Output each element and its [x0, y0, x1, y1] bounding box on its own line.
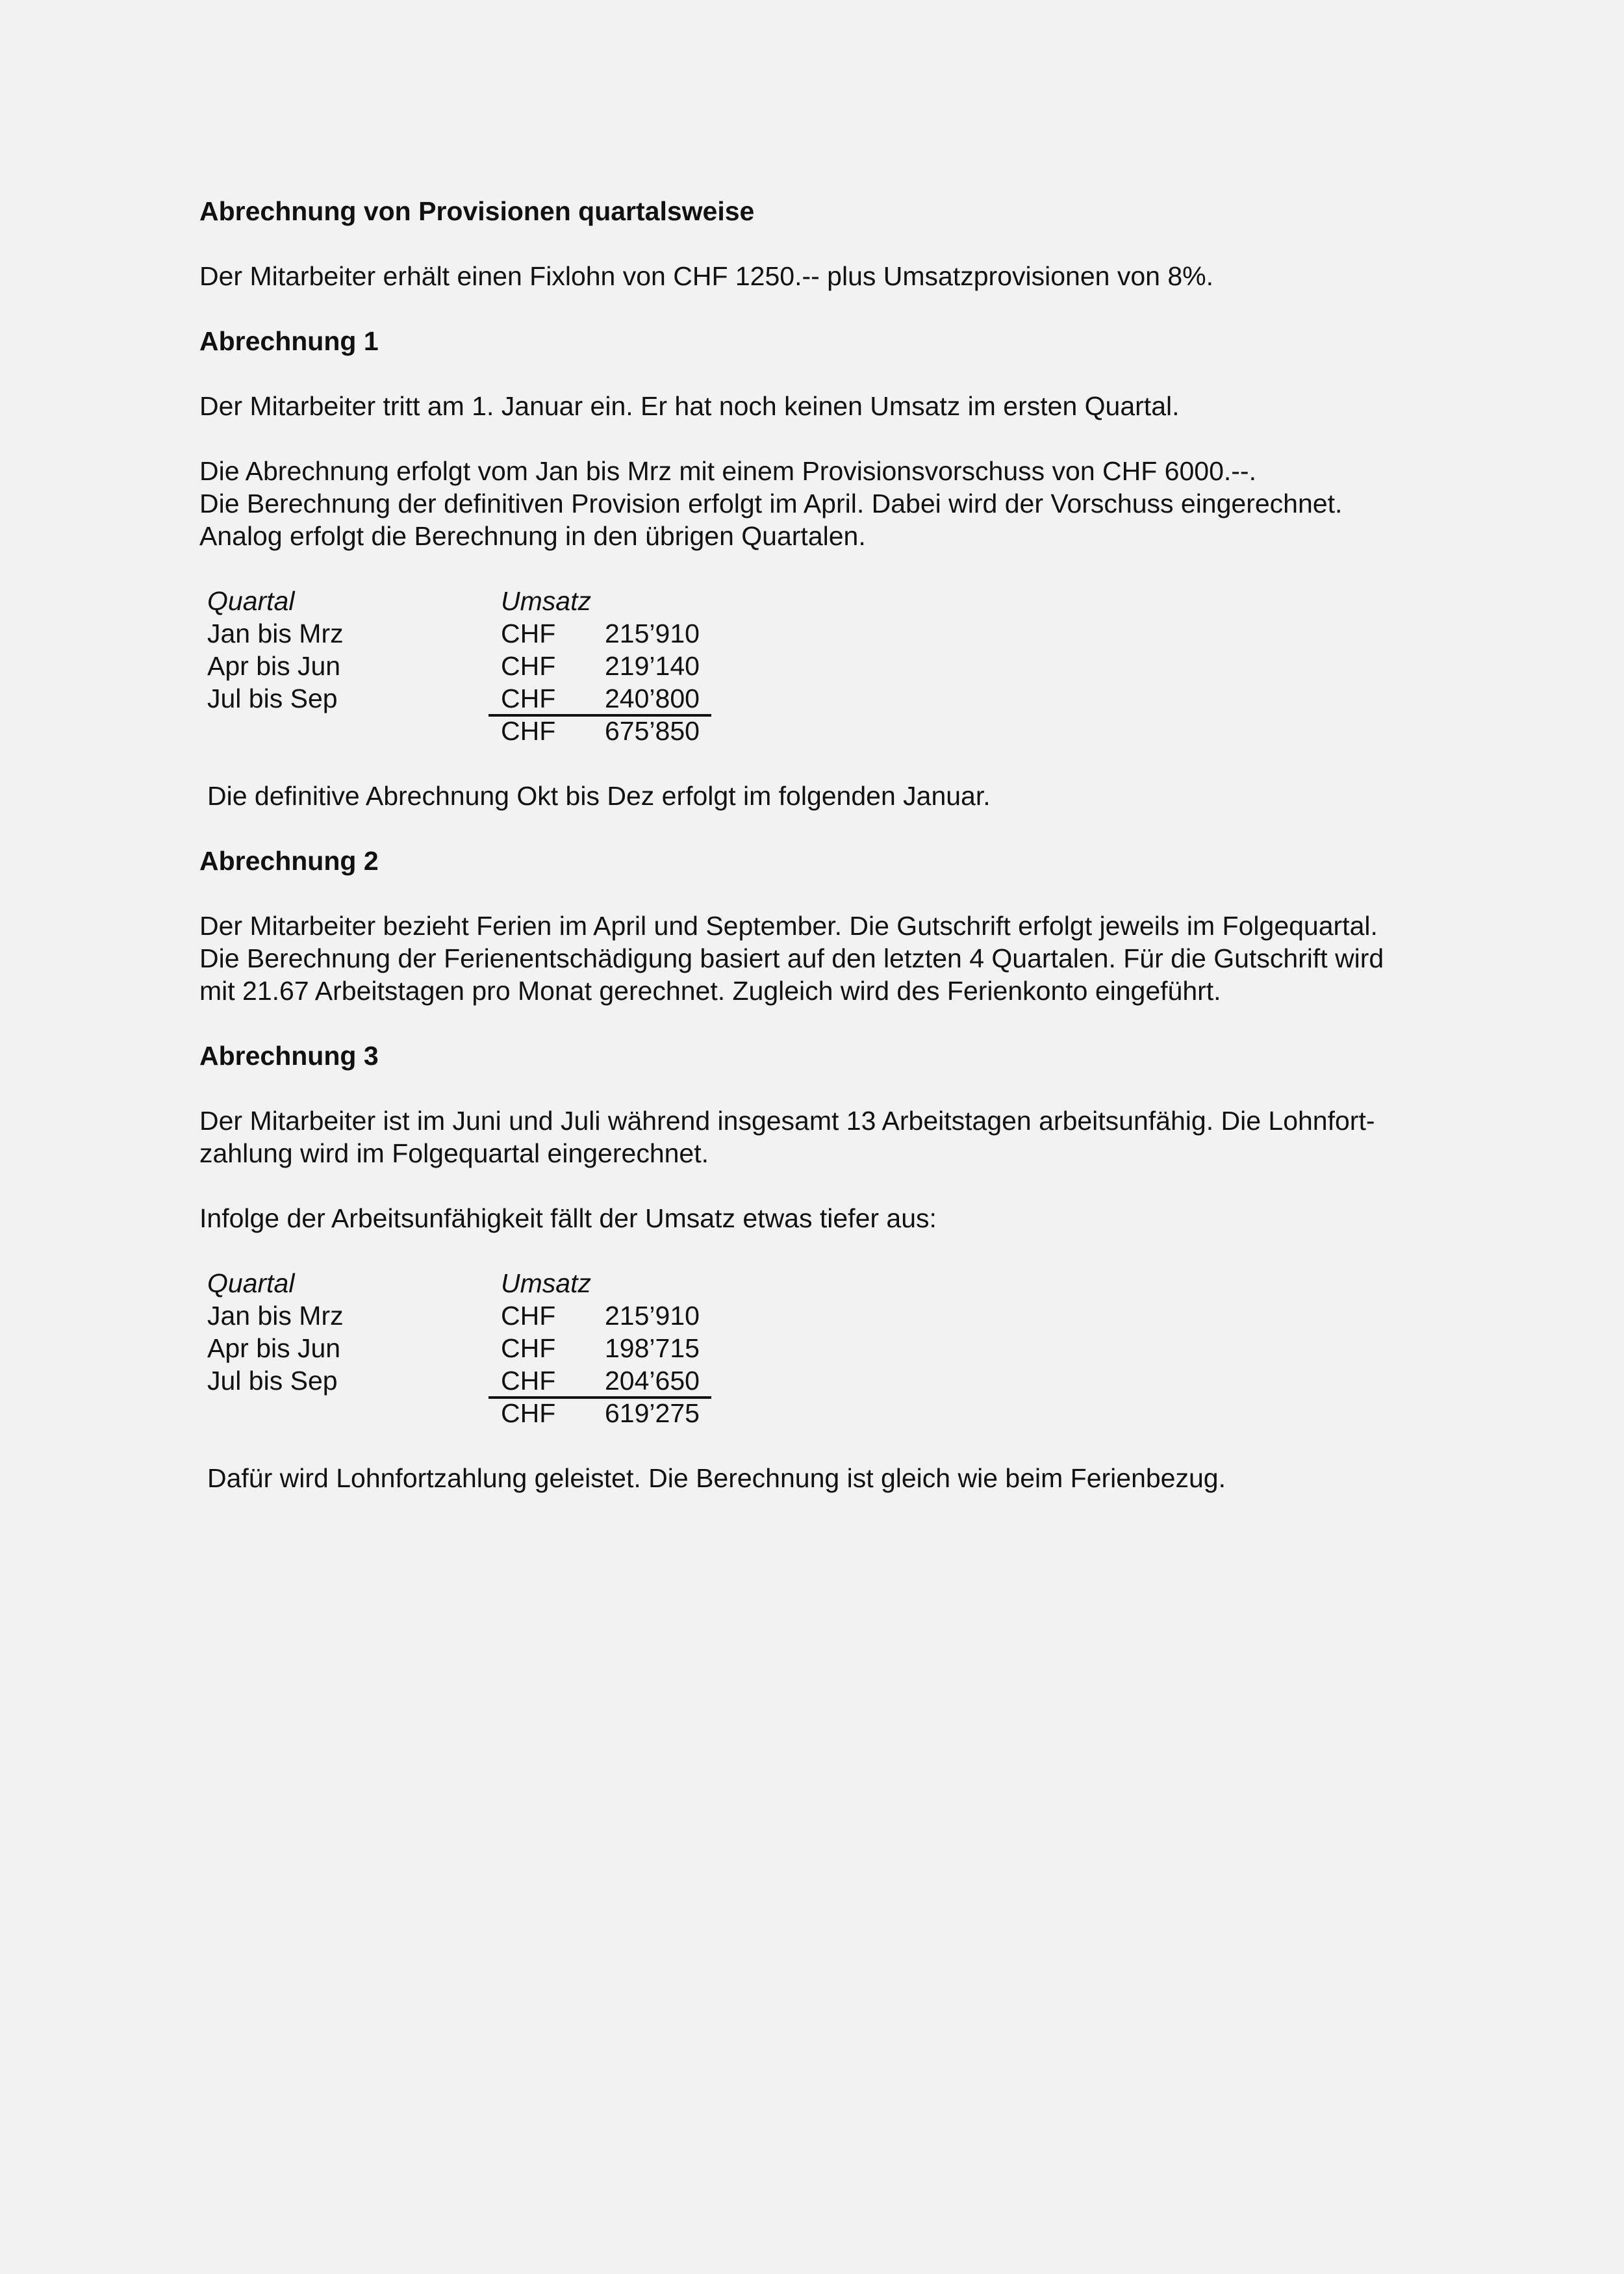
total-amount-cell: 675’850 [605, 716, 700, 746]
section-3-note: Dafür wird Lohnfortzahlung geleistet. Die Berechnung ist gleich wie beim Ferienbezug. [207, 1463, 1226, 1493]
table-header-row [207, 1267, 792, 1299]
currency-cell: CHF [501, 1366, 556, 1396]
total-currency-cell: CHF [501, 1398, 556, 1428]
currency-cell: CHF [501, 619, 556, 648]
column-header-quartal: Quartal [207, 1268, 295, 1298]
total-currency-cell: CHF [501, 716, 556, 746]
table-row [207, 682, 792, 715]
table-total-row [207, 715, 792, 747]
currency-cell: CHF [501, 683, 556, 713]
column-header-umsatz: Umsatz [501, 1268, 591, 1298]
section-1-paragraph-1: Der Mitarbeiter tritt am 1. Januar ein. Er hat noch keinen Umsatz im ersten Quartal. [199, 391, 1180, 421]
section-3-line-2: zahlung wird im Folgequartal eingerechnet. [199, 1138, 709, 1168]
quartal-cell: Jul bis Sep [207, 1366, 338, 1396]
section-2-heading: Abrechnung 2 [199, 846, 379, 876]
table-row [207, 650, 792, 682]
table-row [207, 1299, 792, 1332]
quartal-cell: Apr bis Jun [207, 651, 341, 681]
section-3-paragraph-2: Infolge der Arbeitsunfähigkeit fällt der Umsatz etwas tiefer aus: [199, 1203, 937, 1233]
column-header-umsatz: Umsatz [501, 586, 591, 616]
table-row [207, 617, 792, 650]
amount-cell: 204’650 [605, 1366, 700, 1396]
table-row [207, 1332, 792, 1364]
section-3-line-1: Der Mitarbeiter ist im Juni und Juli während insgesamt 13 Arbeitstagen arbeitsunfähig. Die Lohnfort- [199, 1106, 1375, 1136]
section-2-line-1: Der Mitarbeiter bezieht Ferien im April und September. Die Gutschrift erfolgt jeweils im Folgequartal. [199, 911, 1378, 941]
currency-cell: CHF [501, 1301, 556, 1331]
quartal-cell: Apr bis Jun [207, 1333, 341, 1363]
amount-cell: 215’910 [605, 619, 700, 648]
section-1-paragraph-2-line-2: Die Berechnung der definitiven Provision erfolgt im April. Dabei wird der Vorschuss eingerechnet. [199, 489, 1343, 518]
currency-cell: CHF [501, 651, 556, 681]
section-1-revenue-table [207, 585, 1434, 747]
amount-cell: 219’140 [605, 651, 700, 681]
table-row [207, 1364, 792, 1397]
amount-cell: 198’715 [605, 1333, 700, 1363]
column-header-quartal: Quartal [207, 586, 295, 616]
section-3-heading: Abrechnung 3 [199, 1041, 379, 1071]
document-title: Abrechnung von Provisionen quartalsweise [199, 196, 755, 226]
section-1-note: Die definitive Abrechnung Okt bis Dez erfolgt im folgenden Januar. [207, 781, 991, 811]
section-1-heading: Abrechnung 1 [199, 326, 379, 356]
table-total-row [207, 1397, 792, 1429]
section-2-line-3: mit 21.67 Arbeitstagen pro Monat gerechnet. Zugleich wird des Ferienkonto eingeführt. [199, 976, 1221, 1006]
section-1-paragraph-2-line-1: Die Abrechnung erfolgt vom Jan bis Mrz mit einem Provisionsvorschuss von CHF 6000.--. [199, 456, 1256, 486]
currency-cell: CHF [501, 1333, 556, 1363]
document-page [199, 195, 1434, 1494]
intro-paragraph: Der Mitarbeiter erhält einen Fixlohn von CHF 1250.-- plus Umsatzprovisionen von 8%. [199, 261, 1213, 291]
total-amount-cell: 619’275 [605, 1398, 700, 1428]
amount-cell: 215’910 [605, 1301, 700, 1331]
table-header-row [207, 585, 792, 617]
amount-cell: 240’800 [605, 683, 700, 713]
section-1-paragraph-2-line-3: Analog erfolgt die Berechnung in den übrigen Quartalen. [199, 521, 866, 551]
quartal-cell: Jan bis Mrz [207, 1301, 344, 1331]
quartal-cell: Jul bis Sep [207, 683, 338, 713]
section-3-revenue-table [207, 1267, 1434, 1429]
quartal-cell: Jan bis Mrz [207, 619, 344, 648]
section-2-line-2: Die Berechnung der Ferienentschädigung basiert auf den letzten 4 Quartalen. Für die Gutschrift wird [199, 943, 1384, 973]
